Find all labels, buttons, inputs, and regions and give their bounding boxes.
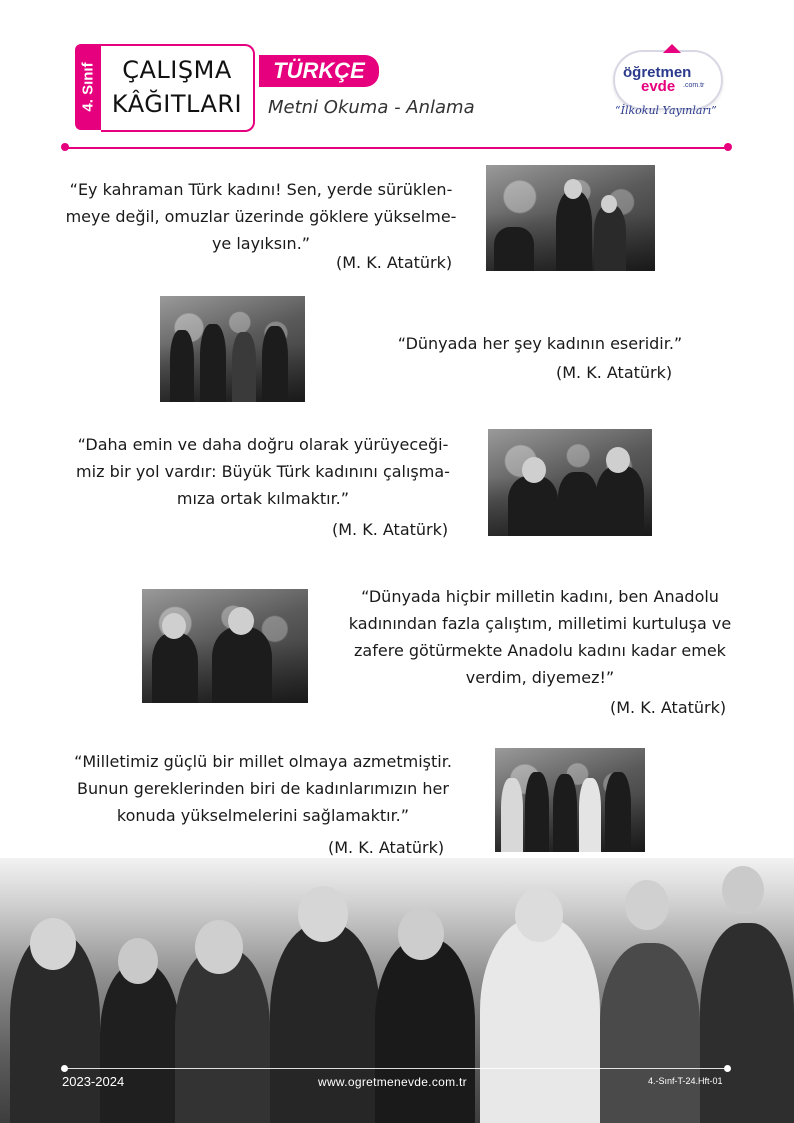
quote-4-line: verdim, diyemez!” (465, 668, 615, 687)
header-divider (64, 147, 728, 149)
quote-5-line: konuda yükselmelerini sağlamaktır.” (116, 806, 410, 825)
footer-year: 2023-2024 (62, 1074, 125, 1089)
quote-3-line: miz bir yol vardır: Büyük Türk kadınını çalışma- (76, 462, 450, 481)
footer-code: 4.-Sınf-T-24.Hft-01 (648, 1076, 723, 1086)
subject-badge: TÜRKÇE (259, 55, 379, 87)
quote-4-author: (M. K. Atatürk) (610, 698, 727, 717)
balcony-photo (142, 589, 308, 703)
divider-dot-right (724, 143, 732, 151)
title-line-2: KÂĞITLARI (111, 90, 243, 118)
quote-5 (58, 748, 468, 829)
quote-1-line: ye layıksın.” (211, 234, 311, 253)
quote-4-line: kadınından fazla çalıştım, milletimi kurtuluşa ve (348, 614, 732, 633)
logo-tagline: “İlkokul Yayınları” (615, 104, 717, 117)
atatürk-with-schoolgirl-photo (486, 165, 655, 271)
smiling-group-photo (488, 429, 652, 536)
quote-5-line: “Milletimiz güçlü bir millet olmaya azmetmiştir. (74, 752, 452, 771)
quote-4-line: “Dünyada hiçbir milletin kadını, ben Anadolu (361, 587, 719, 606)
quote-3-line: “Daha emin ve daha doğru olarak yürüyeceği- (77, 435, 449, 454)
walking-group-photo (160, 296, 305, 402)
title-line-1: ÇALIŞMA (122, 56, 232, 84)
quote-2-author: (M. K. Atatürk) (556, 363, 673, 382)
quote-1 (56, 176, 466, 257)
quote-4 (340, 583, 740, 691)
logo-name-part1: öğretmen (623, 64, 692, 81)
quote-3-line: mıza ortak kılmaktır.” (176, 489, 350, 508)
quote-1-author: (M. K. Atatürk) (336, 253, 453, 272)
grade-tab (75, 44, 101, 130)
footer-dot-left (61, 1065, 68, 1072)
formal-group-photo (495, 748, 645, 852)
quote-2-line: “Dünyada her şey kadının eseridir.” (397, 334, 683, 353)
quote-3 (58, 431, 468, 512)
footer-divider (64, 1068, 728, 1069)
quote-4-line: zafere götürmekte Anadolu kadını kadar emek (354, 641, 726, 660)
quote-1-line: meye değil, omuzlar üzerinde göklere yükselme- (65, 207, 457, 226)
publisher-logo (605, 44, 735, 126)
divider-dot-left (61, 143, 69, 151)
logo-name-part2: evde (641, 78, 676, 95)
quote-1-line: “Ey kahraman Türk kadını! Sen, yerde sürüklen- (69, 180, 453, 199)
topic-label: Metni Okuma - Anlama (268, 97, 475, 118)
house-roof-icon (663, 44, 681, 53)
footer-website-link[interactable]: www.ogretmenevde.com.tr (318, 1075, 467, 1089)
quote-5-line: Bunun gereklerinden biri de kadınlarımızın her (77, 779, 449, 798)
logo-domain: .com.tr (683, 82, 705, 89)
grade-label: 4. Sınıf (79, 62, 97, 112)
quote-2 (390, 330, 690, 357)
quote-5-author: (M. K. Atatürk) (328, 838, 445, 857)
title-box (101, 44, 255, 132)
quote-3-author: (M. K. Atatürk) (332, 520, 449, 539)
footer-dot-right (724, 1065, 731, 1072)
